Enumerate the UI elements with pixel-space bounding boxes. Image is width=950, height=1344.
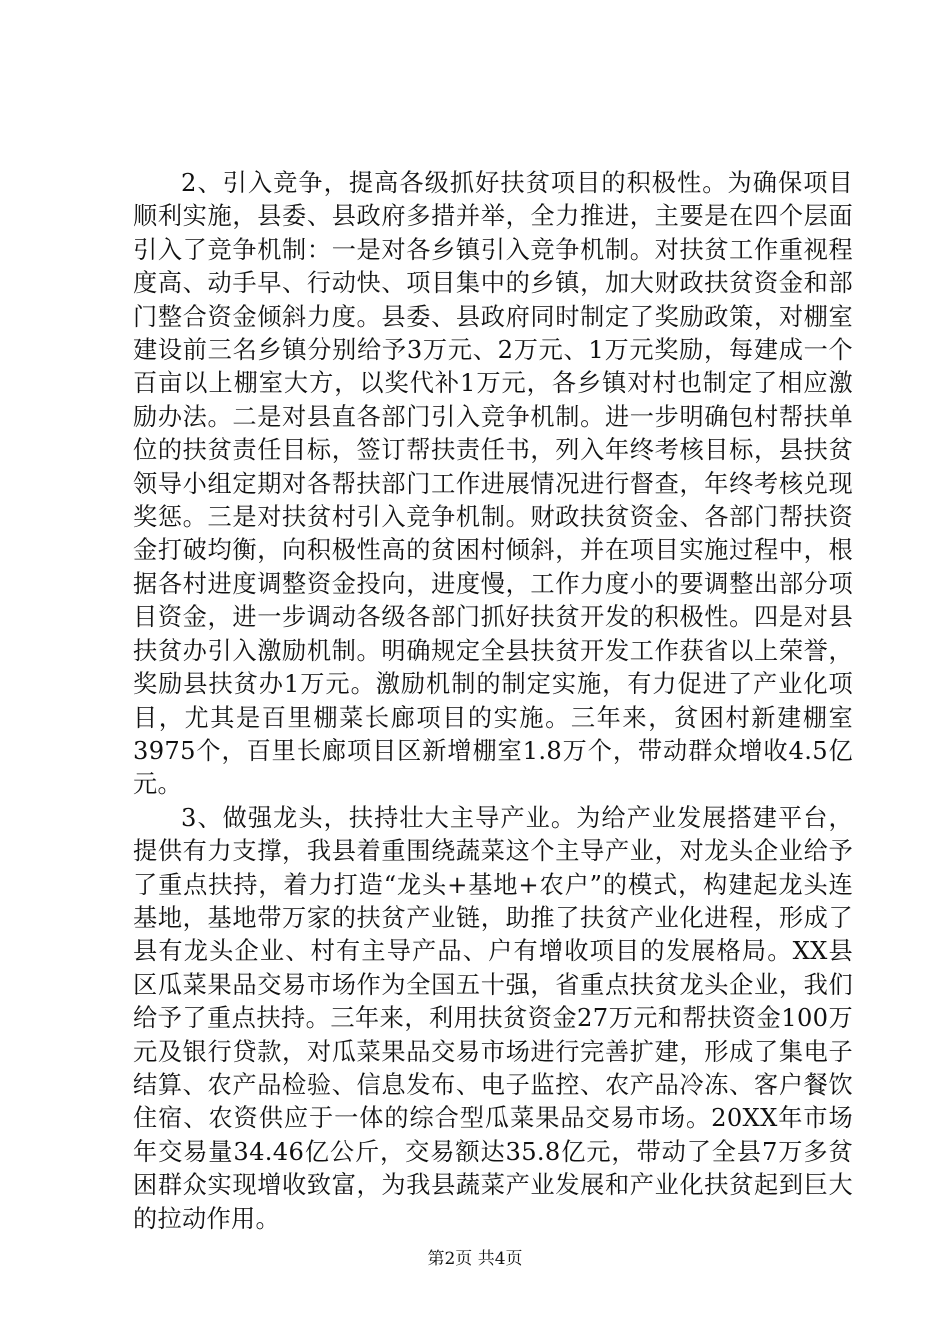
paragraph-leading-enterprises: 3、做强龙头，扶持壮大主导产业。为给产业发展搭建平台，提供有力支撑，我县着重围绕蔬菜这个主导产业，对龙头企业给予了重点扶持，着力打造“龙头+基地+农户”的模式，构建起龙头连基地，基地带万家的扶贫产业链，助推了扶贫产业化进程，形成了县有龙头企业、村有主导产品、户有增收项目的发展格局。XX县区瓜菜果品交易市场作为全国五十强，省重点扶贫龙头企业，我们给予了重点扶持。三年来，利用扶贫资金27万元和帮扶资金100万元及银行贷款，对瓜菜果品交易市场进行完善扩建，形成了集电子结算、农产品检验、信息发布、电子监控、农产品冷冻、客户餐饮住宿、农资供应于一体的综合型瓜菜果品交易市场。20XX年市场年交易量34.46亿公斤，交易额达35.8亿元，带动了全县7万多贫困群众实现增收致富，为我县蔬菜产业发展和产业化扶贫起到巨大的拉动作用。	[133, 803, 853, 1233]
page-number-footer: 第2页 共4页	[427, 1249, 523, 1269]
document-body	[133, 167, 853, 1236]
paragraph-competition-mechanism: 2、引入竞争，提高各级抓好扶贫项目的积极性。为确保项目顺利实施，县委、县政府多措并举，全力推进，主要是在四个层面引入了竞争机制：一是对各乡镇引入竞争机制。对扶贫工作重视程度高、动手早、行动快、项目集中的乡镇，加大财政扶贫资金和部门整合资金倾斜力度。县委、县政府同时制定了奖励政策，对棚室建设前三名乡镇分别给予3万元、2万元、1万元奖励，每建成一个百亩以上棚室大方，以奖代补1万元，各乡镇对村也制定了相应激励办法。二是对县直各部门引入竞争机制。进一步明确包村帮扶单位的扶贫责任目标，签订帮扶责任书，列入年终考核目标，县扶贫领导小组定期对各帮扶部门工作进展情况进行督查，年终考核兑现奖惩。三是对扶贫村引入竞争机制。财政扶贫资金、各部门帮扶资金打破均衡，向积极性高的贫困村倾斜，并在项目实施过程中，根据各村进度调整资金投向，进度慢，工作力度小的要调整出部分项目资金，进一步调动各级各部门抓好扶贫开发的积极性。四是对县扶贫办引入激励机制。明确规定全县扶贫开发工作获省以上荣誉，奖励县扶贫办1万元。激励机制的制定实施，有力促进了产业化项目，尤其是百里棚菜长廊项目的实施。三年来，贫困村新建棚室3975个，百里长廊项目区新增棚室1.8万个，带动群众增收4.5亿元。	[133, 169, 853, 799]
